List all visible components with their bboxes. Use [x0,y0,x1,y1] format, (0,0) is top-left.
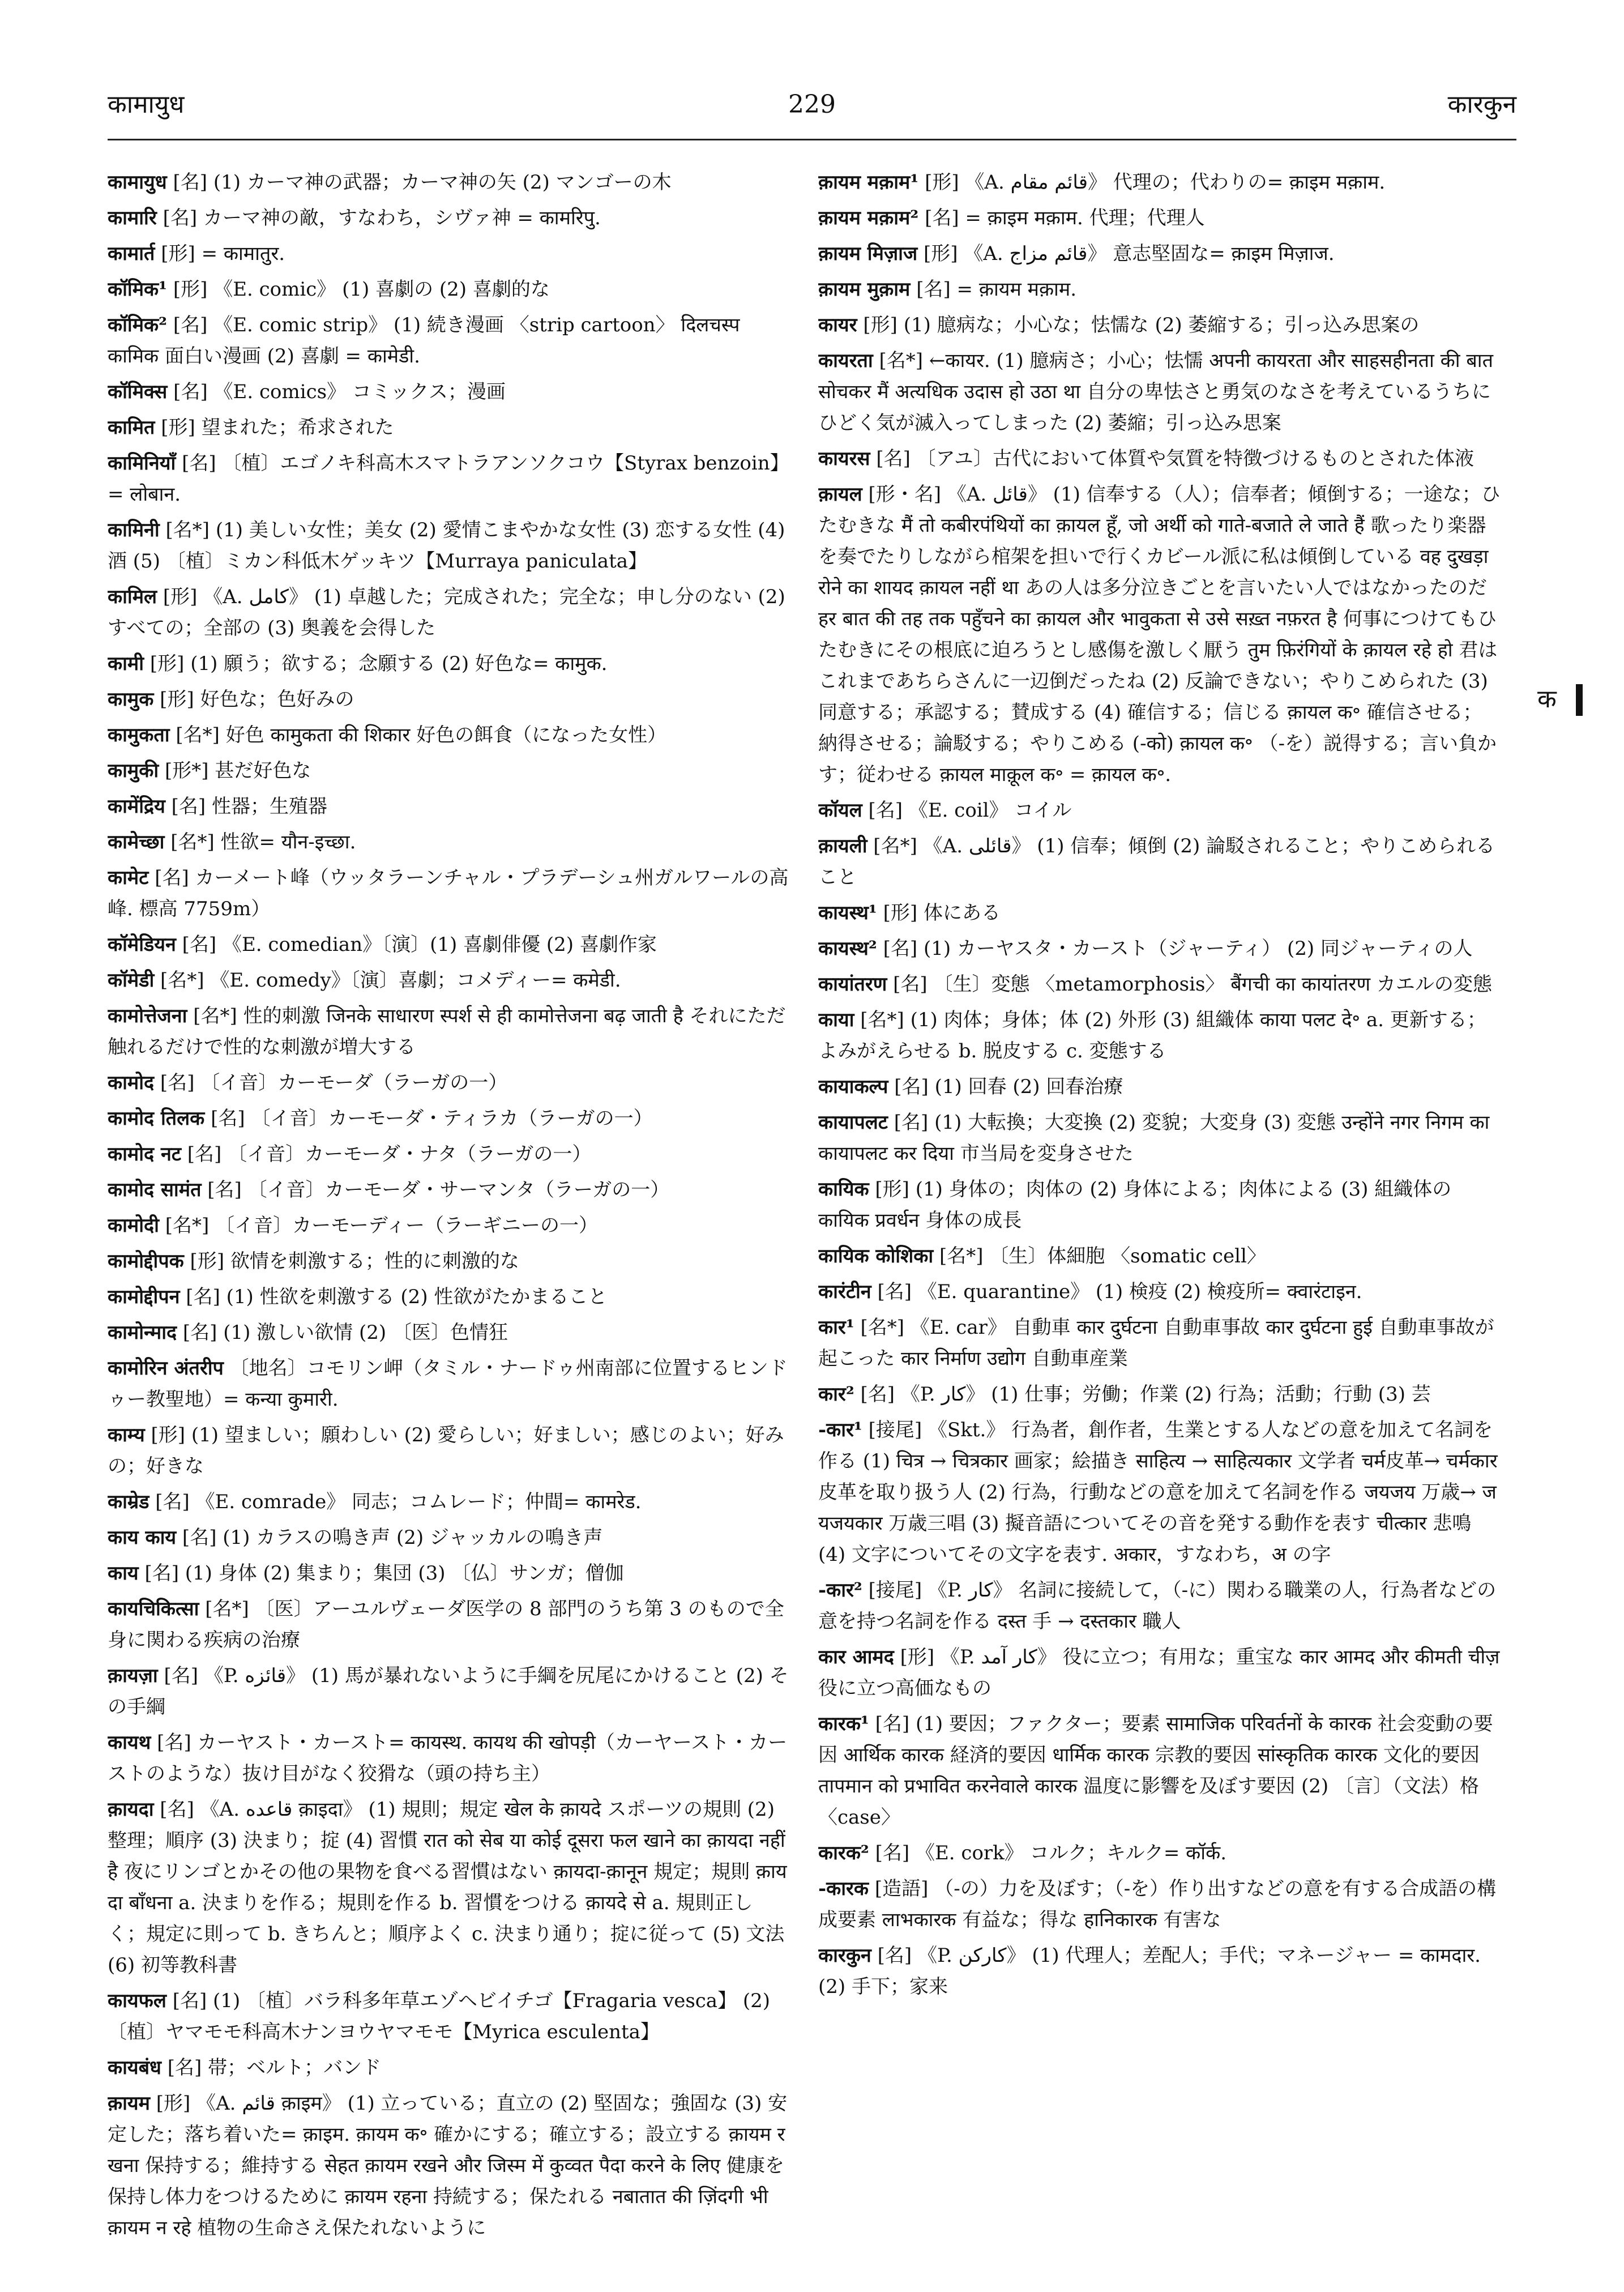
entry-headword: कामायुध [108,171,167,194]
entry-headword: कामोरिन अंतरीप [108,1357,224,1380]
entry-headword: क़ायली [818,835,867,857]
dictionary-entry [818,274,1501,305]
dictionary-entry [108,1727,790,1790]
entry-definition: [名] 《E. comic strip》 (1) 続き漫画 〈strip cartoon〉 दिलचस्प कामिक 面白い漫画 (2) 喜劇 = कामेडी. [108,314,740,368]
entry-definition: [形] (1) 願う；欲する；念願する (2) 好色な= कामुक. [144,652,608,675]
dictionary-entry [108,1317,790,1348]
entry-headword: क़ायम मिज़ाज [818,242,918,265]
dictionary-entry [108,720,790,751]
entry-definition: [名] (1) 回春 (2) 回春治療 [888,1075,1123,1098]
dictionary-entry [108,648,790,680]
dictionary-entry [108,827,790,858]
dictionary-entry [818,203,1501,234]
dictionary-entry [108,377,790,408]
entry-definition: [名] (1) 性欲を刺激する (2) 性欲がたかまること [180,1286,608,1308]
entry-headword: कामारि [108,207,157,229]
entry-definition: [名*] 《E. car》 自動車 कार दुर्घटना 自動車事故 कार दुर्घटना हुई 自動車事故が起こった कार निर्माण उद्योग 自動車産業 [818,1316,1494,1370]
entry-headword: कामी [108,652,144,675]
entry-definition: [形] 望まれた；希求された [155,416,394,439]
entry-definition: [形] 好色な；色好みの [153,688,354,711]
entry-headword: कॉमेडी [108,969,155,992]
dictionary-entry [108,1794,790,1981]
entry-definition: [名] (1) カラスの鳴き声 (2) ジャッカルの鳴き声 [176,1526,603,1549]
entry-definition: [形] 《A. كامل》 (1) 卓越した；完成された；完全な；申し分のない (2) すべての；全部の (3) 奥義を会得した [108,586,785,639]
entry-headword: कारकुन [818,1944,871,1967]
entry-definition: [名] 〔アユ〕古代において体質や気質を特徴づけるものとされた体液 [870,447,1474,470]
dictionary-entry [818,1940,1501,2003]
entry-definition: [名] 《P. کارکن》 (1) 代理人；差配人；手代；マネージャー = कामदार. (2) 手下；家来 [818,1944,1481,1998]
entry-definition: [名*] 《E. comedy》〔演〕喜劇；コメディー= कमेडी. [154,969,621,992]
entry-headword: कारक¹ [818,1713,869,1735]
entry-definition: [形] (1) 望ましい；願わしい (2) 愛らしい；好ましい；感じのよい；好みの；好きな [108,1424,784,1478]
entry-headword: -कार² [818,1579,862,1602]
dictionary-entry [818,1277,1501,1308]
entry-definition: [名*] 〔医〕アーユルヴェーダ医学の 8 部門のうち第 3 のもので全身に関わる疾病の治療 [108,1598,784,1651]
entry-definition: [形] 《E. comic》 (1) 喜劇の (2) 喜劇的な [167,278,550,301]
dictionary-entry [818,443,1501,475]
dictionary-entry [108,791,790,822]
entry-headword: कामोद्दीपक [108,1250,184,1273]
entry-headword: कामुक [108,688,154,711]
dictionary-entry [818,969,1501,1000]
entry-headword: कार² [818,1383,854,1406]
entry-definition: [形] (1) 身体の；肉体の (2) 身体による；肉体による (3) 組織体の कायिक प्रवर्धन 身体の成長 [818,1178,1452,1232]
entry-definition: [形*] 甚だ好色な [159,759,311,782]
entry-headword: कामोद [108,1072,155,1094]
entry-definition: [名] 〔イ音〕カーモーダ・サーマンタ（ラーガの一） [201,1179,670,1201]
entry-headword: कायस्थ² [818,937,877,960]
entry-definition: [名] 《E. comedian》〔演〕(1) 喜劇俳優 (2) 喜劇作家 [176,933,657,956]
entry-headword: कामेंद्रिय [108,795,165,818]
entry-headword: कामिनियाँ [108,452,176,475]
entry-definition: [接尾] 《Skt.》 行為者，創作者，生業とする人などの意を加えて名詞を作る (1) चित्र → चित्रकार 画家；絵描き साहित्य → साहित्यकार 文学者 चर्म皮革→ चर्मकार 皮革を取り扱う人 (2) 行為，行動などの意を加えて名詞を作る जयजय 万歳→ जयजयकार 万歳三唱 (3) 擬音語についてその音を発する動作を表す चीत्कार 悲鳴 (4) 文字についてその文字を表す. अकार，すなわち，अ の字 [818,1419,1498,1566]
entry-definition: [名] 〔生〕変態 〈metamorphosis〉 बैंगची का कायांतरण カエルの変態 [887,973,1492,996]
dictionary-entry [108,203,790,234]
entry-definition: [名*] ←कायर. (1) 臆病さ；小心；怯懦 अपनी कायरता और साहसहीनता की बात सोचकर मैं अत्यधिक उदास हो उठा था 自分の卑怯さと勇気のなさを考えているうちにひどく気が滅入ってしまった (2) 萎縮；引っ込み思案 [818,349,1493,434]
entry-headword: कायांतरण [818,973,887,996]
entry-headword: कामित [108,416,155,439]
entry-definition: [名] 《P. قائزه》 (1) 馬が暴れないように手綱を尻尾にかけること (2) その手綱 [108,1664,789,1718]
entry-definition: [名*] 性欲= यौन-इच्छा. [164,831,356,853]
entry-headword: क़ायम मुक़ाम [818,278,911,301]
left-column [108,167,790,2263]
entry-headword: क़ायम मक़ाम¹ [818,171,919,194]
entry-headword: कामोत्तेजना [108,1005,187,1027]
entry-definition: [名*] (1) 肉体；身体；体 (2) 外形 (3) 組織体 काया पलट दे॰ a. 更新する；よみがえらせる b. 脱皮する c. 変態する [818,1009,1486,1062]
dictionary-entry [818,345,1501,439]
entry-headword: कॉमिक्स [108,381,168,403]
entry-headword: कामुकी [108,759,159,782]
entry-headword: कॉमेडियन [108,933,176,956]
entry-definition: [名] 《E. comics》 コミックス；漫画 [167,381,506,403]
dictionary-entry [108,1001,790,1063]
entry-headword: काय [108,1562,139,1585]
entry-definition: [形] 欲情を刺激する；性的に刺激的な [183,1250,519,1273]
entry-headword: कायाकल्प [818,1075,888,1098]
dictionary-entry [818,1575,1501,1637]
dictionary-entry [108,412,790,443]
entry-definition: [名] 《E. coil》 コイル [862,799,1072,822]
entry-headword: कामोद तिलक [108,1107,205,1130]
thumb-index-letter: क [1537,685,1557,714]
entry-definition: [形] 《A. قائم مزاج》 意志堅固な= क़ाइम मिज़ाज. [917,242,1335,265]
dictionary-entry [108,582,790,644]
entry-headword: कारक² [818,1842,869,1864]
dictionary-entry [108,929,790,961]
dictionary-entry [818,831,1501,893]
dictionary-entry [818,1415,1501,1570]
entry-definition: [名] 〔イ音〕カーモーダ・ナタ（ラーガの一） [181,1143,592,1166]
entry-definition: [名*] 性的刺激 जिनके साधारण स्पर्श से ही कामोत्तेजना बढ़ जाती है それにただ触れるだけで性的な刺激が増大する [108,1005,786,1058]
entry-definition: [名*] 好色 कामुकता की शिकार 好色の餌食（になった女性） [169,724,667,746]
entry-headword: काम्रेड [108,1491,149,1513]
entry-definition: [名] (1) カーヤスタ・カースト（ジャーティ） (2) 同ジャーティの人 [877,937,1473,960]
entry-definition: [名] = क़ाइम मक़ाम. 代理；代理人 [918,207,1205,229]
entry-definition: [名] 《A. قاعده क़ाइदा》 (1) 規則；規定 खेल के क़ायदे スポーツの規則 (2) 整理；順序 (3) 決まり；掟 (4) 習慣 रात को सेब या कोई दूसरा फल खाने का क़ायदा नहीं है 夜にリンゴとかその他の果物を食べる習慣はない क़ायदा-क़ानून 規定；規則 क़ायदा बाँधना a. 決まりを作る；規則を作る b. 習慣をつける क़ायदे से a. 規則正しく；規定に則って b. きちんと；順序よく c. 決まり通り；掟に従って (5) 文法 (6) 初等教科書 [108,1798,787,1977]
dictionary-entry [108,1139,790,1170]
entry-definition: [名] (1) 要因；ファクター；要素 सामाजिक परिवर्तनों के कारक 社会変動の要因 आर्थिक कारक 経済的要因 धार्मिक कारक 宗教的要因 सांस्कृतिक कारक 文化的要因 तापमान को प्रभावित करनेवाले कारक 温度に影響を及ぼす要因 (2) 〔言〕（文法）格 〈case〉 [818,1713,1493,1829]
entry-definition: [名] (1) 大転換；大変換 (2) 変貌；大変身 (3) 変態 उन्होंने नगर निगम का कायापलट कर दिया 市当局を変身させた [818,1111,1490,1165]
dictionary-entry [818,1241,1501,1272]
entry-headword: काम्य [108,1424,145,1446]
entry-definition: [名] (1) カーマ神の武器；カーマ神の矢 (2) マンゴーの木 [166,171,672,194]
entry-definition: [名] 〔イ音〕カーモーダ・ティラカ（ラーガの一） [204,1107,653,1130]
entry-definition: [名] 《E. cork》 コルク；キルク= कॉर्क. [869,1842,1227,1864]
entry-headword: काय काय [108,1526,177,1549]
dictionary-entry [818,933,1501,964]
entry-headword: कॉयल [818,799,862,822]
dictionary-entry [108,684,790,715]
entry-definition: [名] 帯；ベルト；バンド [161,2056,382,2079]
entry-headword: कायिक कोशिका [818,1245,934,1267]
dictionary-entry [108,1175,790,1206]
entry-headword: कामोदी [108,1214,159,1237]
entry-definition: [名] 〔イ音〕カーモーダ（ラーガの一） [154,1072,508,1094]
dictionary-entry [108,515,790,577]
running-head-left: कामायुध [108,90,185,119]
dictionary-entry [818,898,1501,929]
entry-definition: [名] 〔植〕エゴノキ科高木スマトラアンソクコウ【Styrax benzoin】= लोबान. [108,452,789,506]
entry-definition: [形] (1) 臆病な；小心な；怯懦な (2) 萎縮する；引っ込み思案の [857,314,1420,336]
dictionary-entry [108,1103,790,1134]
entry-headword: कॉमिक¹ [108,278,168,301]
entry-headword: कॉमिक² [108,314,168,336]
entry-headword: कामेट [108,867,149,889]
dictionary-entry [108,2088,790,2244]
entry-headword: कायर [818,314,857,336]
dictionary-entry [108,1246,790,1277]
dictionary-entry [108,238,790,270]
dictionary-entry [818,1072,1501,1103]
dictionary-entry [818,1709,1501,1833]
dictionary-entry [108,756,790,787]
entry-headword: कारंटीन [818,1281,871,1303]
dictionary-entry [818,1873,1501,1936]
entry-definition: [接尾] 《P. کار》 名詞に接続して，（-に）関わる職業の人，行為者などの意を持つ名詞を作る दस्त 手 → दस्तकार 職人 [818,1579,1497,1633]
entry-headword: कामोद नट [108,1143,181,1166]
dictionary-entry [108,863,790,925]
entry-headword: क़ायम [108,2092,150,2115]
right-column [818,167,1501,2263]
entry-headword: क़ायज़ा [108,1664,158,1687]
dictionary-entry [818,167,1501,198]
dictionary-entry [108,1353,790,1415]
running-head-right: कारकुन [1447,90,1516,119]
page-header [108,85,1516,136]
dictionary-entry [818,795,1501,826]
entry-headword: कायरता [818,349,873,372]
entry-definition: [名] (1) 身体 (2) 集まり；集団 (3) 〔仏〕サンガ；僧伽 [138,1562,624,1585]
entry-headword: कायस्थ¹ [818,902,877,924]
entry-headword: कामोन्माद [108,1321,177,1344]
dictionary-entry [818,1174,1501,1236]
dictionary-entry [818,479,1501,791]
entry-headword: कायथ [108,1731,151,1754]
entry-headword: कामार्त [108,242,155,265]
entry-headword: कामिल [108,586,157,608]
entry-headword: -कारक [818,1877,869,1900]
entry-definition: 〔地名〕コモリン岬（タミル・ナードゥ州南部に位置するヒンドゥー教聖地）= कन्या कुमारी. [108,1357,788,1411]
entry-definition: [名] 《E. comrade》 同志；コムレード；仲間= कामरेड. [149,1491,642,1513]
dictionary-entry [818,310,1501,341]
thumb-index-bar [1576,684,1583,716]
entry-definition: [形] 《A. قائم مقام》 代理の；代わりの= क़ाइम मक़ाम. [918,171,1386,194]
dictionary-entry [108,1594,790,1656]
entry-headword: क़ायम मक़ाम² [818,207,919,229]
thumb-index-tab [1537,680,1588,719]
entry-definition: [名] 《P. کار》 (1) 仕事；労働；作業 (2) 行為；活動；行動 (3) 芸 [854,1383,1431,1406]
header-rule [108,139,1516,140]
entry-definition: [形] 《P. کار آمد》 役に立つ；有用な；重宝な कार आमद और कीमती चीज़ 役に立つ高価なもの [818,1646,1500,1700]
entry-headword: कामिनी [108,519,160,541]
entry-headword: कायबंध [108,2056,161,2079]
dictionary-entry [108,1522,790,1553]
entry-headword: कामेच्छा [108,831,165,853]
dictionary-entry [108,965,790,996]
dictionary-entry [108,1282,790,1313]
dictionary-entry [818,1642,1501,1704]
entry-definition: [名] (1) 〔植〕バラ科多年草エゾヘビイチゴ【Fragaria vesca】 (2) 〔植〕ヤマモモ科高木ナンヨウヤマモモ【Myrica esculenta】 [108,1990,771,2043]
dictionary-entry [108,1068,790,1099]
dictionary-entry [108,1420,790,1482]
page-number: 229 [788,90,836,119]
entry-definition: [名] カーメート峰（ウッタラーンチャル・プラデーシュ州ガルワールの高峰. 標高 7759m） [108,867,789,920]
dictionary-entry [818,1312,1501,1375]
entry-definition: [名] = क़ायम मक़ाम. [910,278,1076,301]
dictionary-entry [818,1005,1501,1067]
entry-headword: कायापलट [818,1111,888,1134]
dictionary-entry [108,1210,790,1241]
dictionary-entry [818,1379,1501,1410]
dictionary-entry [108,1986,790,2048]
entry-headword: कायचिकित्सा [108,1598,199,1620]
entry-definition: [形] 《A. قائم क़ाइम》 (1) 立っている；直立の (2) 堅固な；強固な (3) 安定した；落ち着いた= क़ाइम. क़ायम क॰ 確かにする；確立する；設立する क़ायम रखना 保持する；維持する सेहत क़ायम रखने और जिस्म में कुव्वत पैदा करने के लिए 健康を保持し体力をつけるために क़ायम रहना 持続する；保たれる नबातात की ज़िंदगी भी क़ायम न रहे 植物の生命さえ保たれないように [108,2092,788,2239]
entry-definition: [名*] 〔イ音〕カーモーディー（ラーギニーの一） [159,1214,598,1237]
entry-definition: [名*] 〔生〕体細胞 〈somatic cell〉 [933,1245,1266,1267]
dictionary-entry [108,1661,790,1723]
entry-definition: [名] 性器；生殖器 [165,795,327,818]
entry-headword: कार¹ [818,1316,854,1339]
dictionary-entry [108,310,790,372]
dictionary-entry [108,1487,790,1518]
entry-definition: [名*] (1) 美しい女性；美女 (2) 愛情こまやかな女性 (3) 恋する女性 (4) 酒 (5) 〔植〕ミカン科低木ゲッキツ【Murraya paniculata】 [108,519,785,573]
entry-definition: [名] カーマ神の敵，すなわち，シヴァ神 = कामरिपु. [156,207,601,229]
entry-headword: कायिक [818,1178,869,1201]
entry-headword: कार आमद [818,1646,894,1668]
entry-definition: [名] (1) 激しい欲情 (2) 〔医〕色情狂 [177,1321,508,1344]
entry-headword: क़ायल [818,483,862,506]
entry-headword: कायरस [818,447,870,470]
dictionary-entry [108,274,790,305]
entry-definition: [名] カーヤスト・カースト= कायस्थ. कायथ की खोपड़ी（カーヤースト・カーストのような）抜け目がなく狡猾な（頭の持ち主） [108,1731,788,1785]
dictionary-entry [818,1107,1501,1170]
dictionary-entry [818,1838,1501,1869]
entry-definition: [形] = कामातुर. [155,242,285,265]
entry-headword: क़ायदा [108,1798,154,1821]
entry-headword: कामोद सामंत [108,1179,202,1201]
dictionary-entry [108,1558,790,1589]
entry-headword: काया [818,1009,854,1031]
dictionary-entry [108,167,790,198]
dictionary-entry [818,238,1501,270]
entry-headword: कामुकता [108,724,170,746]
entry-definition: [形・名] 《A. قائل》 (1) 信奉する（人）；信奉者；傾倒する；一途な；ひたむきな मैं तो कबीरपंथियों का क़ायल हूँ, जो अर्थी को गाते-बजाते ले जाते हैं 歌ったり楽器を奏でたりしながら棺架を担いで行くカビール派に私は傾倒している वह दुखड़ा रोने का शायद क़ायल नहीं था あの人は多分泣きごとを言いたい人ではなかったのだ हर बात की तह तक पहुँचने का क़ायल और भावुकता से उसे सख़्त नफ़रत है 何事につけてもひたむきにその根底に迫ろうとし感傷を激しく厭う तुम फ़िरंगियों के क़ायल रहे हो 君はこれまであちらさんに一辺倒だったね (2) 反論できない；やりこめられた (3) 同意する；承認する；賛成する (4) 確信する；信じる क़ायल क॰ 確信させる；納得させる；論駁する；やりこめる (-को) क़ायल क॰ （-を）説得する；言い負かす；従わせる क़ायल माक़ूल क॰ = क़ायल क॰. [818,483,1501,786]
entry-definition: [造語] （-の）力を及ぼす；（-を）作り出すなどの意を有する合成語の構成要素 लाभकारक 有益な；得な हानिकारक 有害な [818,1877,1497,1931]
entry-headword: कामोद्दीपन [108,1286,180,1308]
dictionary-entry [108,2052,790,2084]
entry-definition: [名*] 《A. قائلى》 (1) 信奉；傾倒 (2) 論駁されること；やりこめられること [818,835,1495,889]
dictionary-entry [108,448,790,510]
entry-definition: [名] 《E. quarantine》 (1) 検疫 (2) 検疫所= क्वारंटाइन. [871,1281,1362,1303]
entry-definition: [形] 体にある [877,902,1001,924]
entry-headword: -कार¹ [818,1419,862,1441]
entry-headword: कायफल [108,1990,166,2012]
